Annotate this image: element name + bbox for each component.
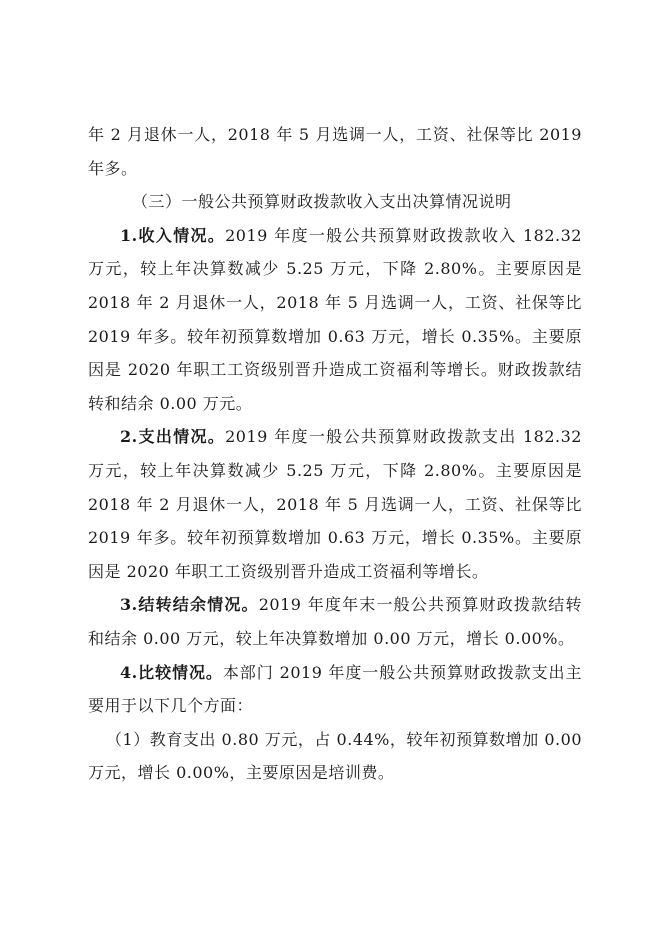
carryover-body: 2019 年度年末一般公共预算财政拨款结转和结余 0.00 万元，较上年决算数增加 0.00 万元，增长 0.00%。 [88,595,582,648]
expenditure-paragraph [88,420,582,588]
carryover-heading: 3.结转结余情况。 [120,595,259,615]
comparison-heading: 4.比较情况。 [120,662,223,682]
comparison-paragraph [88,656,582,723]
comparison-body: 本部门 2019 年度一般公共预算财政拨款支出主要用于以下几个方面： [88,662,582,716]
carryover-paragraph [88,588,582,655]
expenditure-heading: 2.支出情况。 [120,427,226,447]
item-1-paragraph: （1）教育支出 0.80 万元，占 0.44%，较年初预算数增加 0.00 万元，增长 0.00%，主要原因是培训费。 [88,729,582,783]
document-page [88,118,582,790]
income-paragraph [88,219,582,421]
section-title: （三）一般公共预算财政拨款收入支出决算情况说明 [132,192,512,212]
income-body: 2019 年度一般公共预算财政拨款收入 182.32 万元，较上年决算数减少 5.25 万元，下降 2.80%。主要原因是 2018 年 2 月退休一人，2018 年 5 月选调一人，工资、社保等比 2019 年多。较年初预算数增加 0.63 万元，增长 0.35%。主要原因是 2020 年职工工资级别晋升造成工资福利等增长。财政拨款结转和结余 0.00 万元。 [88,225,582,413]
intro-continuation-paragraph: 年 2 月退休一人，2018 年 5 月选调一人，工资、社保等比 2019 年多。 [88,125,582,178]
income-heading: 1.收入情况。 [120,225,226,245]
expenditure-body: 2019 年度一般公共预算财政拨款支出 182.32 万元，较上年决算数减少 5.25 万元，下降 2.80%。主要原因是 2018 年 2 月退休一人，2018 年 5 月选调一人，工资、社保等比 2019 年多。较年初预算数增加 0.63 万元，增长 0.35%。主要原因是 2020 年职工工资级别晋升造成工资福利等增长。 [88,427,582,581]
